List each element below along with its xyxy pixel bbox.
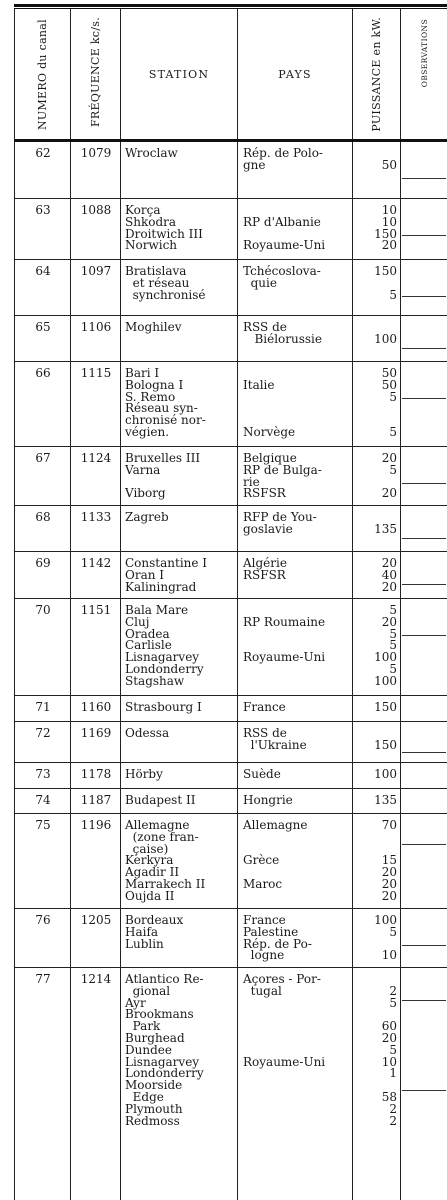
observations-cell	[402, 384, 446, 399]
observations-cell	[402, 164, 446, 179]
cell-pays: RSS de Biélorussie	[243, 320, 322, 346]
cell-pays: Allemagne Grèce Maroc	[243, 818, 308, 891]
cell-station: Bala Mare Cluj Oradea Carlisle Lisnagarvey Londonderry Stagshaw	[125, 603, 204, 688]
cell-puissance: 5 20 5 5 100 5 100	[374, 603, 397, 688]
observations-cell	[402, 282, 446, 297]
cell-numero: 77	[35, 972, 51, 986]
table-row	[14, 696, 447, 722]
cell-pays: RP d'Albanie Royaume-Uni	[243, 214, 326, 253]
header-puissance	[353, 9, 400, 139]
header-frequence	[71, 9, 120, 139]
table-row	[14, 968, 447, 1178]
cell-puissance: 20 5 20	[381, 451, 397, 501]
cell-station: Odessa	[125, 726, 170, 740]
cell-pays: Tchécoslova- quie	[243, 264, 321, 290]
cell-numero: 73	[35, 767, 51, 781]
header-frequence-label: FRÉQUENCE kc/s.	[89, 17, 102, 128]
cell-frequence: 1133	[80, 510, 112, 524]
cell-puissance: 50 50 5 5	[381, 366, 397, 439]
observations-cell	[402, 621, 446, 636]
cell-station: Bari I Bologna I S. Remo Réseau syn- chronisé nor- végien.	[125, 366, 206, 439]
header-observations	[401, 9, 447, 139]
cell-frequence: 1205	[80, 913, 112, 927]
cell-puissance: 10 10 150 20	[374, 203, 397, 253]
table-row	[14, 447, 447, 506]
cell-station: Zagreb	[125, 510, 169, 524]
cell-numero: 63	[35, 203, 51, 217]
table-body	[14, 142, 447, 1178]
cell-station: Constantine I Oran I Kaliningrad	[125, 556, 208, 594]
cell-puissance: 135	[374, 793, 397, 807]
cell-frequence: 1079	[80, 146, 112, 160]
cell-frequence: 1124	[80, 451, 112, 465]
table-row	[14, 789, 447, 814]
observations-cell	[402, 830, 446, 845]
cell-numero: 65	[35, 320, 51, 334]
cell-puissance: 135	[374, 521, 397, 536]
cell-station: Budapest II	[125, 793, 196, 807]
observations-cell	[402, 986, 446, 1001]
cell-numero: 64	[35, 264, 51, 278]
cell-station: Bordeaux Haifa Lublin	[125, 913, 184, 951]
cell-puissance: 100 5 10	[374, 913, 397, 963]
observations-cell	[402, 931, 446, 946]
cell-pays: RP Roumaine Royaume-Uni	[243, 614, 326, 665]
observations-cell	[402, 334, 446, 349]
table-row	[14, 199, 447, 260]
table-row	[14, 552, 447, 599]
cell-pays: Italie Norvège	[243, 377, 296, 439]
cell-puissance: 100	[374, 331, 397, 346]
table-row	[14, 142, 447, 199]
cell-frequence: 1196	[80, 818, 112, 832]
cell-puissance: 150 5	[374, 264, 397, 302]
cell-pays: RFP de You- goslavie	[243, 510, 317, 536]
header-numero	[15, 9, 70, 139]
cell-puissance: 100	[374, 767, 397, 781]
cell-numero: 67	[35, 451, 51, 465]
cell-pays: Hongrie	[243, 793, 293, 807]
observations-cell	[402, 570, 446, 585]
cell-puissance: 150	[374, 737, 397, 752]
cell-frequence: 1142	[80, 556, 112, 570]
observations-cell	[402, 524, 446, 539]
observations-cell	[402, 738, 446, 753]
cell-station: Atlantico Re- gional Ayr Brookmans Park Burghead Dundee Lisnagarvey Londonderry Moorside Edge Plymouth Redmoss	[125, 972, 204, 1128]
cell-pays: France Palestine Rép. de Po- logne	[243, 913, 312, 963]
cell-numero: 71	[35, 700, 51, 714]
cell-numero: 62	[35, 146, 51, 160]
cell-station: Moghilev	[125, 320, 182, 334]
top-rule	[14, 4, 447, 7]
observations-cell	[402, 1076, 446, 1091]
header-puissance-label: PUISSANCE en kW.	[370, 16, 383, 132]
cell-frequence: 1187	[80, 793, 112, 807]
cell-numero: 74	[35, 793, 51, 807]
cell-frequence: 1178	[80, 767, 112, 781]
cell-station: Allemagne (zone fran- çaise) Kerkyra Agadir II Marrakech II Oujda II	[125, 818, 206, 903]
cell-station: Hörby	[125, 767, 163, 781]
table-row	[14, 260, 447, 316]
cell-puissance: 70 15 20 20 20	[381, 818, 397, 903]
table-row	[14, 506, 447, 552]
table-row	[14, 362, 447, 447]
table-row	[14, 722, 447, 763]
table-row	[14, 599, 447, 696]
observations-cell	[402, 221, 446, 236]
observations-cell	[402, 469, 446, 484]
cell-pays: Suède	[243, 767, 281, 781]
cell-numero: 72	[35, 726, 51, 740]
cell-puissance: 50	[381, 157, 397, 172]
cell-frequence: 1160	[80, 700, 112, 714]
cell-pays: Algérie RSFSR	[243, 556, 287, 582]
cell-pays: Belgique RP de Bulga- rie RSFSR	[243, 451, 322, 501]
table-row	[14, 763, 447, 789]
cell-frequence: 1106	[80, 320, 112, 334]
cell-station: Bruxelles III Varna Viborg	[125, 451, 201, 501]
header-observations-label: OBSERVATIONS	[419, 19, 429, 88]
header-numero-label: NUMERO du canal	[36, 18, 49, 130]
cell-pays: RSS de l'Ukraine	[243, 726, 307, 752]
cell-pays: Rép. de Polo- gne	[243, 146, 323, 172]
cell-frequence: 1169	[80, 726, 112, 740]
cell-frequence: 1088	[80, 203, 112, 217]
cell-station: Strasbourg I	[125, 700, 202, 714]
cell-numero: 69	[35, 556, 51, 570]
header-pays-label: PAYS	[278, 67, 312, 81]
table-row	[14, 316, 447, 362]
cell-pays: France	[243, 700, 286, 714]
cell-station: Bratislava et réseau synchronisé	[125, 264, 206, 302]
cell-numero: 66	[35, 366, 51, 380]
table-row	[14, 909, 447, 968]
cell-numero: 75	[35, 818, 51, 832]
cell-numero: 76	[35, 913, 51, 927]
header-pays	[238, 9, 352, 139]
cell-numero: 68	[35, 510, 51, 524]
header-station	[121, 9, 237, 139]
table-row	[14, 814, 447, 909]
cell-frequence: 1115	[80, 366, 112, 380]
cell-frequence: 1097	[80, 264, 112, 278]
cell-puissance: 2 5 60 20 5 10 1 58 2 2	[381, 983, 397, 1128]
cell-pays: Açores - Por- tugal Royaume-Uni	[243, 972, 326, 1069]
header-station-label: STATION	[148, 67, 210, 81]
cell-station: Wroclaw	[125, 146, 178, 160]
cell-frequence: 1214	[80, 972, 112, 986]
cell-puissance: 20 40 20	[381, 556, 397, 594]
cell-station: Korça Shkodra Droitwich III Norwich	[125, 203, 203, 253]
cell-puissance: 150	[374, 700, 397, 714]
cell-frequence: 1151	[80, 603, 112, 617]
cell-numero: 70	[35, 603, 51, 617]
